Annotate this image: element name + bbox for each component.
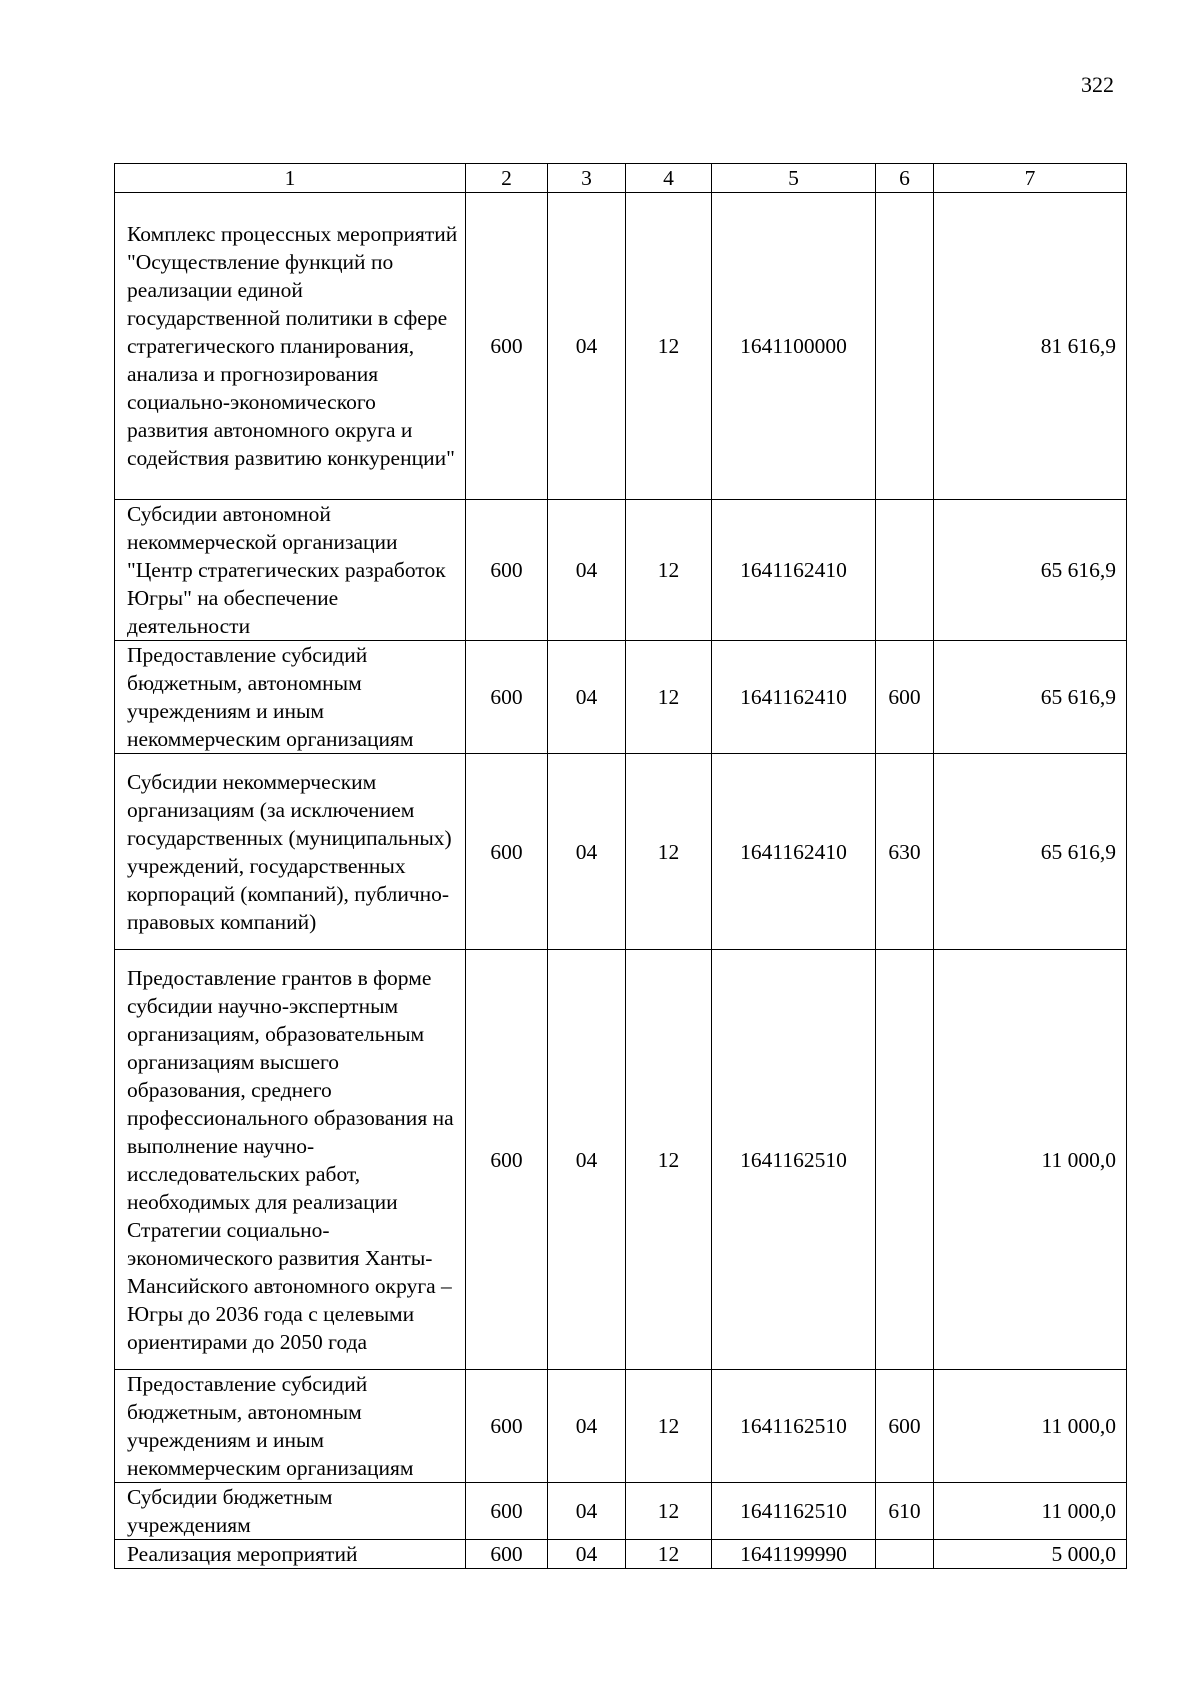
row-code-expense-type: 600 xyxy=(876,1370,934,1483)
table-row xyxy=(115,950,1127,1370)
row-code-expense-type xyxy=(876,193,934,500)
table-row xyxy=(115,754,1127,950)
row-code-target: 1641162510 xyxy=(712,1483,876,1540)
column-header: 7 xyxy=(934,164,1127,193)
row-code-ministry: 600 xyxy=(466,754,548,950)
row-amount: 5 000,0 xyxy=(934,1540,1127,1569)
row-code-target: 1641162410 xyxy=(712,500,876,641)
table-row xyxy=(115,641,1127,754)
row-code-expense-type: 630 xyxy=(876,754,934,950)
column-header: 1 xyxy=(115,164,466,193)
row-code-section: 04 xyxy=(548,950,626,1370)
table-row xyxy=(115,500,1127,641)
row-code-subsection: 12 xyxy=(626,1540,712,1569)
row-amount: 65 616,9 xyxy=(934,641,1127,754)
row-code-section: 04 xyxy=(548,193,626,500)
row-code-ministry: 600 xyxy=(466,1370,548,1483)
budget-table xyxy=(114,163,1127,1569)
row-code-ministry: 600 xyxy=(466,500,548,641)
row-code-expense-type: 600 xyxy=(876,641,934,754)
row-name: Субсидии автономной некоммерческой организации "Центр стратегических разработок Югры" на обеспечение деятельности xyxy=(115,500,466,641)
column-header: 3 xyxy=(548,164,626,193)
row-code-section: 04 xyxy=(548,1483,626,1540)
row-code-ministry: 600 xyxy=(466,1540,548,1569)
row-name: Предоставление грантов в форме субсидии научно-экспертным организациям, образовательным организациям высшего образования, среднего профессионального образования на выполнение научно-исследовательских работ, необходимых для реализации Стратегии социально-экономического развития Ханты-Мансийского автономного округа – Югры до 2036 года с целевыми ориентирами до 2050 года xyxy=(115,950,466,1370)
row-code-expense-type: 610 xyxy=(876,1483,934,1540)
row-name: Комплекс процессных мероприятий "Осуществление функций по реализации единой государственной политики в сфере стратегического планирования, анализа и прогнозирования социально-экономического развития автономного округа и содействия развитию конкуренции" xyxy=(115,193,466,500)
row-amount: 81 616,9 xyxy=(934,193,1127,500)
row-amount: 11 000,0 xyxy=(934,1370,1127,1483)
row-name: Реализация мероприятий xyxy=(115,1540,466,1569)
row-name: Субсидии бюджетным учреждениям xyxy=(115,1483,466,1540)
row-code-ministry: 600 xyxy=(466,1483,548,1540)
row-code-target: 1641100000 xyxy=(712,193,876,500)
row-code-target: 1641162510 xyxy=(712,1370,876,1483)
row-amount: 11 000,0 xyxy=(934,950,1127,1370)
row-code-target: 1641199990 xyxy=(712,1540,876,1569)
row-code-ministry: 600 xyxy=(466,641,548,754)
row-code-section: 04 xyxy=(548,754,626,950)
row-code-section: 04 xyxy=(548,500,626,641)
row-code-expense-type xyxy=(876,500,934,641)
column-header: 4 xyxy=(626,164,712,193)
row-amount: 11 000,0 xyxy=(934,1483,1127,1540)
row-code-subsection: 12 xyxy=(626,1483,712,1540)
row-code-subsection: 12 xyxy=(626,950,712,1370)
row-code-ministry: 600 xyxy=(466,950,548,1370)
row-name: Субсидии некоммерческим организациям (за исключением государственных (муниципальных) учреждений, государственных корпораций (компаний), публично-правовых компаний) xyxy=(115,754,466,950)
row-code-subsection: 12 xyxy=(626,500,712,641)
page-number: 322 xyxy=(1081,72,1114,97)
row-code-section: 04 xyxy=(548,641,626,754)
row-code-expense-type xyxy=(876,950,934,1370)
row-code-target: 1641162410 xyxy=(712,754,876,950)
row-code-subsection: 12 xyxy=(626,754,712,950)
column-header: 2 xyxy=(466,164,548,193)
row-amount: 65 616,9 xyxy=(934,754,1127,950)
row-code-section: 04 xyxy=(548,1540,626,1569)
column-header: 5 xyxy=(712,164,876,193)
row-code-section: 04 xyxy=(548,1370,626,1483)
row-code-subsection: 12 xyxy=(626,641,712,754)
row-code-subsection: 12 xyxy=(626,1370,712,1483)
table-row xyxy=(115,1540,1127,1569)
column-header: 6 xyxy=(876,164,934,193)
table-row xyxy=(115,193,1127,500)
row-code-subsection: 12 xyxy=(626,193,712,500)
row-amount: 65 616,9 xyxy=(934,500,1127,641)
table-row xyxy=(115,1370,1127,1483)
table-header-row xyxy=(115,164,1127,193)
table-row xyxy=(115,1483,1127,1540)
row-name: Предоставление субсидий бюджетным, автономным учреждениям и иным некоммерческим организациям xyxy=(115,1370,466,1483)
row-name: Предоставление субсидий бюджетным, автономным учреждениям и иным некоммерческим организациям xyxy=(115,641,466,754)
row-code-target: 1641162510 xyxy=(712,950,876,1370)
row-code-target: 1641162410 xyxy=(712,641,876,754)
row-code-expense-type xyxy=(876,1540,934,1569)
row-code-ministry: 600 xyxy=(466,193,548,500)
